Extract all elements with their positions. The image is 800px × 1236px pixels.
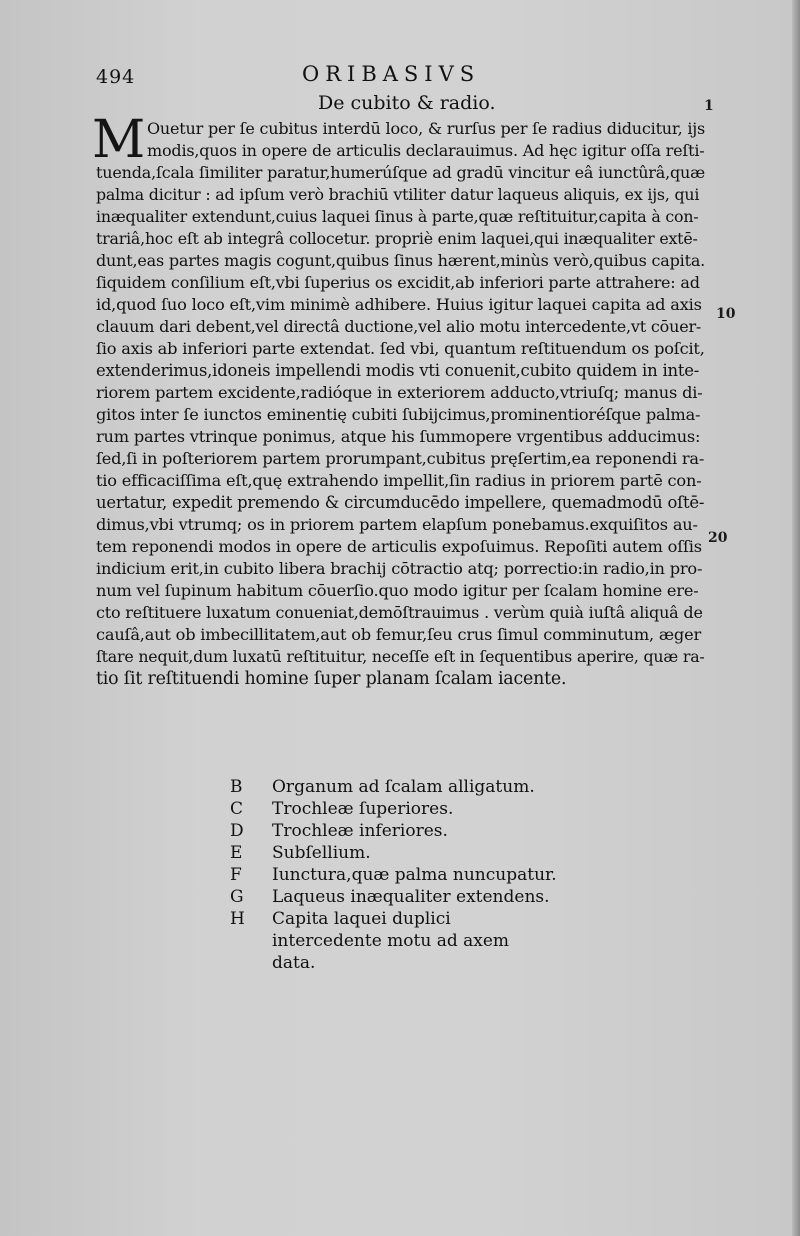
legend-text: Trochleæ ſuperiores. [272, 799, 454, 819]
body-line: id,quod ſuo loco eſt,vim minimè adhibere. Huius igitur laquei capita ad axis [96, 295, 702, 314]
legend-key: E [230, 843, 243, 863]
legend-item [0, 908, 800, 973]
margin-line-number: 10 [716, 306, 736, 322]
body-line: tem reponendi modos in opere de articulis expoſuimus. Repoſiti autem oſſis [96, 537, 702, 556]
legend-key: C [230, 799, 244, 819]
legend-key: H [230, 909, 245, 929]
legend-key: G [230, 887, 244, 907]
body-line: dunt,eas partes magis cogunt,quibus ſinus hærent,minùs verò,quibus capita. [96, 251, 706, 270]
body-line: tuenda,ſcala ſimiliter paratur,humerúſque ad gradū vincitur eâ iunctûrâ,quæ [96, 163, 705, 182]
legend-text: Capita laquei duplici intercedente motu ad axem data. [272, 909, 510, 973]
body-line: num vel ſupinum habitum cōuerſio.quo modo igitur per ſcalam homine ere- [96, 581, 699, 600]
body-line: indicium erit,in cubito libera brachij cōtractio atq; porrectio:in radio,in pro- [96, 559, 703, 578]
body-line: tio efficaciſſima eſt,quę extrahendo impellit,ſin radius in priorem partē con- [96, 471, 702, 490]
page-gutter [792, 0, 800, 1236]
margin-line-number: 20 [708, 530, 728, 546]
body-line: Ouetur per ſe cubitus interdū loco, & rurſus per ſe radius diducitur, ijs [147, 119, 706, 138]
legend-text: Laqueus inæqualiter extendens. [272, 887, 550, 907]
drop-cap: M [92, 110, 146, 170]
legend-text: Trochleæ inferiores. [272, 821, 448, 841]
legend-text: Subſellium. [272, 843, 371, 863]
body-line: tio ſit reſtituendi homine ſuper planam ſcalam iacente. [96, 669, 567, 689]
body-line: clauum dari debent,vel directâ ductione,vel alio motu intercedente,vt cōuer- [96, 317, 702, 336]
page-number: 494 [96, 66, 136, 88]
legend-key: B [230, 777, 243, 797]
body-line: ſiquidem conſilium eſt,vbi ſuperius os excidit,ab inferiori parte attrahere: ad [96, 273, 700, 292]
legend-key: D [230, 821, 244, 841]
body-line: extenderimus,idoneis impellendi modis vti conuenit,cubito quidem in inte- [96, 361, 700, 380]
legend-text: Iunctura,quæ palma nuncupatur. [272, 865, 557, 885]
body-line: uertatur, expedit premendo & circumducēdo impellere, quemadmodū oſtē- [96, 493, 705, 512]
body-line: inæqualiter extendunt,cuius laquei ſinus à parte,quæ reſtituitur,capita à con- [96, 207, 699, 226]
body-line: riorem partem excidente,radióque in exteriorem adducto,vtriuſq; manus di- [96, 383, 703, 402]
body-line: ſtare nequit,dum luxatū reſtituitur, neceſſe eſt in ſequentibus aperire, quæ ra- [96, 647, 705, 666]
body-line: rum partes vtrinque ponimus, atque his ſummopere vrgentibus adducimus: [96, 427, 701, 446]
body-line: cto reſtituere luxatum conueniat,demōſtrauimus . verùm quià iuſtâ aliquâ de [96, 603, 703, 622]
body-line: dimus,vbi vtrumq; os in priorem partem elapſum ponebamus.exquiſitos au- [96, 515, 698, 534]
body-line: trariâ,hoc eſt ab integrâ collocetur. propriè enim laquei,qui inæqualiter extē- [96, 229, 698, 248]
body-line: modis,quos in opere de articulis declarauimus. Ad hęc igitur oſſa reſti- [147, 141, 705, 160]
running-head: ORIBASIVS [302, 62, 481, 86]
body-line: palma dicitur : ad ipſum verò brachiū vtiliter datur laqueus aliquis, ex ijs, qui [96, 185, 700, 204]
legend-key: F [230, 865, 242, 885]
chapter-title: De cubito & radio. [318, 92, 496, 114]
legend-text: Organum ad ſcalam alligatum. [272, 777, 535, 797]
body-line: ſio axis ab inferiori parte extendat. ſed vbi, quantum reſtituendum os poſcit, [96, 339, 705, 358]
body-line: cauſâ,aut ob imbecillitatem,aut ob femur,ſeu crus ſimul comminutum, æger [96, 625, 702, 644]
body-line: ſed,ſi in poſteriorem partem prorumpant,cubitus pręſertim,ea reponendi ra- [96, 449, 705, 468]
body-line: gitos inter ſe iunctos eminentię cubiti ſubijcimus,prominentioréſque palma- [96, 405, 701, 424]
margin-line-number: 1 [704, 98, 714, 114]
